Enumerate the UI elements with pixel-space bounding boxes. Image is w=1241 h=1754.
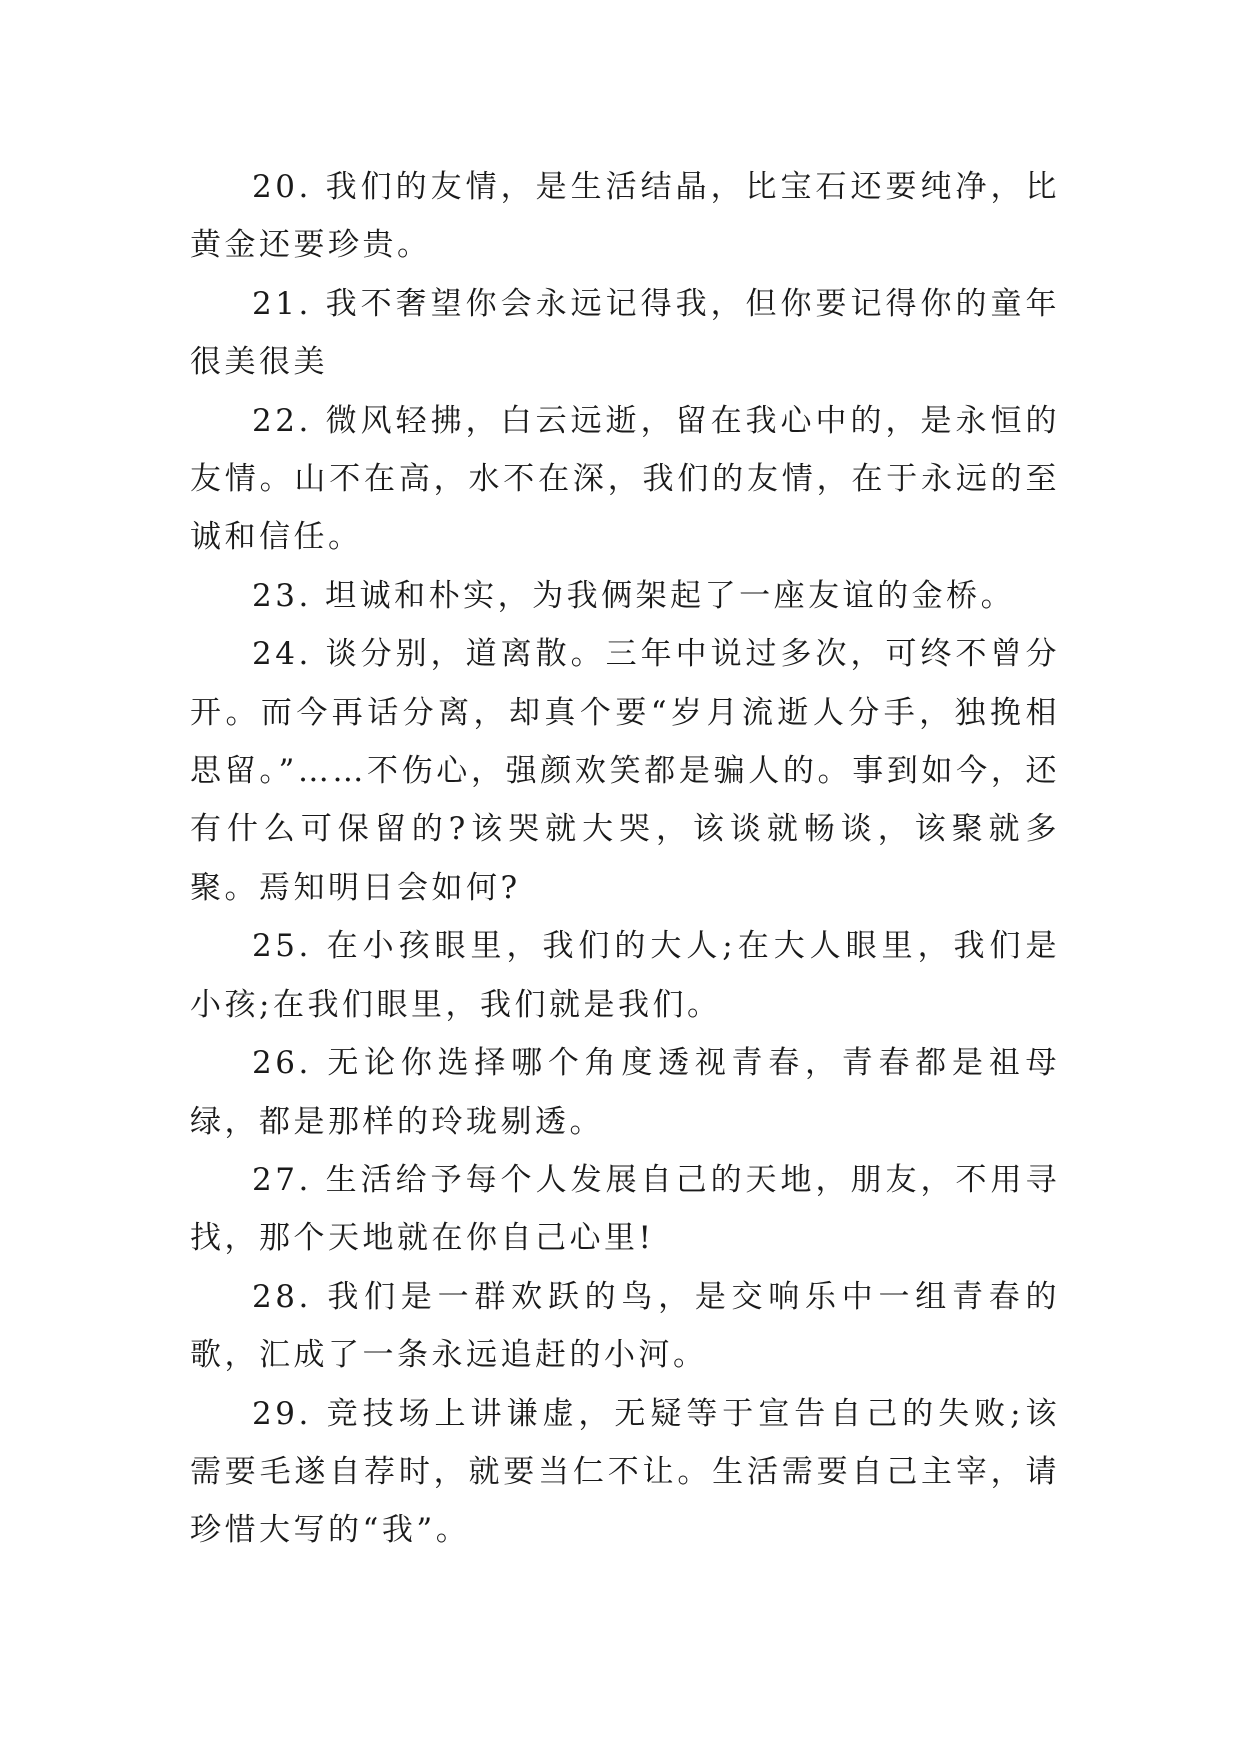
paragraph-20: 20. 我们的友情，是生活结晶，比宝石还要纯净，比黄金还要珍贵。 <box>190 169 1060 264</box>
paragraph-26: 26. 无论你选择哪个角度透视青春，青春都是祖母绿，都是那样的玲珑剔透。 <box>190 1045 1060 1140</box>
document-body <box>190 158 1060 1560</box>
paragraph-29: 29. 竞技场上讲谦虚，无疑等于宣告自己的失败;该需要毛遂自荐时，就要当仁不让。生活需要自己主宰，请珍惜大写的“我”。 <box>190 1395 1060 1549</box>
paragraph-28: 28. 我们是一群欢跃的鸟，是交响乐中一组青春的歌，汇成了一条永远追赶的小河。 <box>190 1278 1060 1374</box>
paragraph-24: 24. 谈分别，道离散。三年中说过多次，可终不曾分开。而今再话分离，却真个要“岁月流逝人分手，独挽相思留。”……不伤心，强颜欢笑都是骗人的。事到如今，还有什么可保留的?该哭就大哭，该谈就畅谈，该聚就多聚。焉知明日会如何? <box>190 636 1060 906</box>
paragraph-22: 22. 微风轻拂，白云远逝，留在我心中的，是永恒的友情。山不在高，水不在深，我们的友情，在于永远的至诚和信任。 <box>190 402 1060 556</box>
paragraph-23: 23. 坦诚和朴实，为我俩架起了一座友谊的金桥。 <box>252 577 1016 614</box>
paragraph-21: 21. 我不奢望你会永远记得我，但你要记得你的童年很美很美 <box>190 285 1060 381</box>
paragraph-27: 27. 生活给予每个人发展自己的天地，朋友，不用寻找，那个天地就在你自己心里! <box>190 1161 1060 1257</box>
paragraph-25: 25. 在小孩眼里，我们的大人;在大人眼里，我们是小孩;在我们眼里，我们就是我们。 <box>190 928 1060 1023</box>
